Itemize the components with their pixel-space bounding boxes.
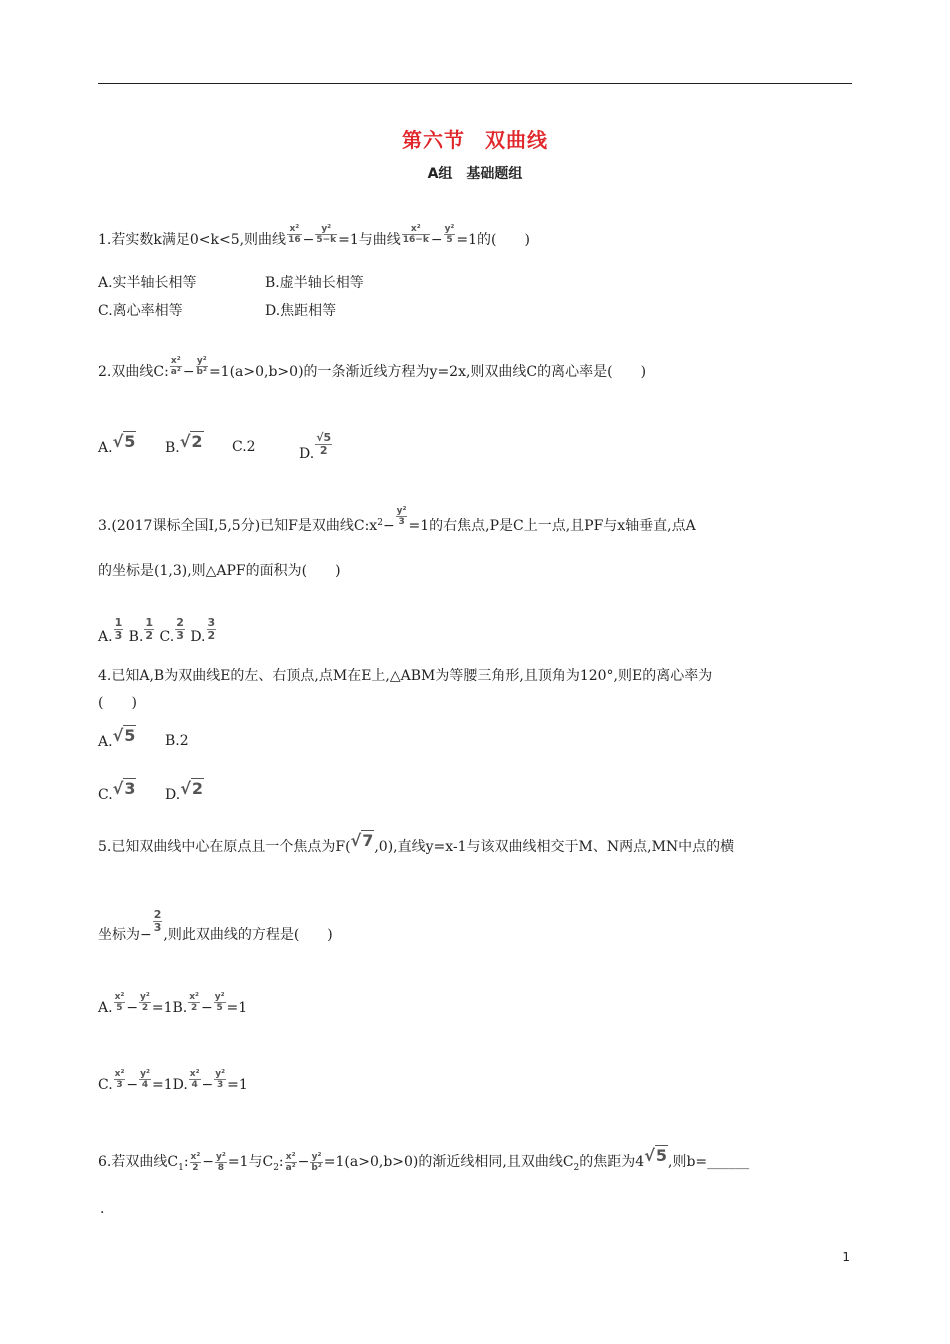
q1-option-c: C.离心率相等 (98, 303, 183, 319)
q3-post: =1的右焦点,P是C上一点,且PF与x轴垂直,点A (408, 518, 696, 534)
fraction-numerator: x² (190, 1151, 201, 1162)
q6-trailing-dot: . (100, 1201, 105, 1217)
sqrt-symbol: √3 (112, 779, 136, 798)
q1-frac-1 (287, 224, 302, 245)
fraction-denominator: 5 (216, 1003, 223, 1013)
fraction-denominator: a² (170, 367, 181, 377)
fraction-denominator: 16−k (402, 235, 429, 245)
sqrt-symbol: √5 (112, 726, 136, 745)
q2-frac-1 (170, 356, 182, 377)
fraction-denominator: 4 (191, 1080, 198, 1090)
q4-line-2: ( ) (98, 695, 137, 711)
fraction-numerator: x² (402, 224, 430, 235)
fraction-numerator: y² (315, 224, 337, 235)
q2-option-d: D. $\frac{√5}{2}$ (299, 431, 332, 462)
q5-d-frac-1 (189, 1069, 201, 1090)
q3-a-frac (114, 617, 124, 642)
question-1 (98, 224, 530, 249)
q2-minus: − (182, 364, 195, 380)
q6-sub-2: 2 (273, 1162, 279, 1173)
section-topic: 双曲线 (485, 128, 548, 152)
q5-line-2 (98, 908, 333, 944)
fraction-numerator: 3 (207, 616, 216, 629)
q3-c-frac (175, 617, 185, 642)
fraction-numerator: y² (396, 506, 407, 516)
fraction-numerator: 2 (153, 908, 162, 921)
q5-b-frac-1 (188, 992, 200, 1013)
fraction-denominator: 2 (192, 1162, 199, 1173)
q6-colon-2: : (278, 1154, 284, 1170)
fraction-numerator: y² (216, 1151, 226, 1162)
group-name: 基础题组 (466, 166, 523, 182)
fraction-denominator: 2 (190, 1003, 198, 1013)
q5-text: 5.已知双曲线中心在原点且一个焦点为F( (98, 839, 351, 855)
group-label: A组 (427, 166, 453, 182)
q1-frac-3 (402, 224, 430, 245)
q5-frac (153, 909, 163, 934)
fraction-denominator: 5 (116, 1003, 123, 1013)
question-6 (98, 1146, 750, 1177)
q6-colon: : (183, 1154, 189, 1170)
q6-frac-1 (190, 1152, 202, 1173)
sqrt-symbol: √2 (180, 779, 203, 798)
fraction-numerator: x² (189, 1069, 200, 1079)
fraction-numerator: x² (285, 1151, 296, 1162)
fraction-numerator: y² (140, 1069, 150, 1079)
q1-text: 1.若实数k满足0<k<5,则曲线 (98, 232, 287, 248)
q3-superscript: 2 (377, 518, 383, 528)
fraction-denominator: 2 (207, 629, 216, 642)
q5-l2-pre: 坐标为− (98, 927, 152, 943)
question-3 (98, 506, 696, 535)
q4-option-a: A.√5 (98, 726, 136, 750)
fraction-denominator: 5 (446, 235, 453, 245)
fraction-denominator: 2 (141, 1003, 149, 1013)
fraction-denominator: 16 (288, 235, 301, 245)
fraction-numerator: 1 (145, 616, 154, 629)
q5-a-frac-1 (114, 992, 126, 1013)
q6-post1: =1(a>0,b>0)的渐近线相同,且双曲线C (323, 1154, 574, 1170)
q3-line-2: 的坐标是(1,3),则△APF的面积为( ) (98, 563, 341, 579)
q5-b-frac-2 (214, 992, 226, 1013)
header-rule (98, 83, 852, 84)
fraction-denominator: 2 (145, 629, 154, 642)
q6-post3: ,则b= (668, 1154, 708, 1170)
q6-frac-4 (310, 1152, 322, 1173)
q6-text: 6.若双曲线C (98, 1154, 179, 1170)
fraction-denominator: 3 (114, 629, 123, 642)
sqrt-symbol: √5 (112, 432, 136, 451)
fraction-denominator: 3 (176, 629, 184, 642)
fraction-numerator: x² (114, 1069, 125, 1079)
fraction-denominator: 8 (217, 1162, 225, 1173)
q2-option-c: C.2 (232, 439, 256, 455)
fraction-denominator: 3 (153, 921, 162, 934)
fraction-numerator: y² (444, 224, 455, 234)
fraction-numerator: x² (114, 992, 125, 1002)
q5-c-frac-1 (114, 1069, 126, 1090)
fraction-denominator: b² (311, 1162, 322, 1173)
q1-minus-2: − (430, 232, 443, 248)
q4-option-d: D.√2 (165, 779, 203, 803)
fraction-numerator: y² (140, 992, 150, 1002)
q3-text: 3.(2017课标全国Ⅰ,5,5分)已知F是双曲线C:x (98, 518, 378, 534)
q6-sub-3: 2 (573, 1162, 580, 1173)
q5-options-cd: C. $\frac{\text{x²}}{3}$ − $\frac{\text{y²}}{4}$ =1D. $\frac{\text{x²}}{4}$ − $\frac{\text{y²}}{3}$ =1 (98, 1069, 248, 1093)
fraction-numerator: y² (214, 992, 225, 1002)
q6-post2: 的焦距为4 (579, 1154, 645, 1170)
q1-option-d: D.焦距相等 (265, 303, 337, 319)
group-heading (0, 163, 950, 183)
q3-minus: − (382, 518, 395, 534)
q5-c-frac-2 (139, 1069, 151, 1090)
fraction-numerator: x² (287, 224, 302, 235)
q1-frac-2 (315, 224, 337, 245)
fraction-numerator: x² (170, 356, 181, 366)
q4-option-c: C.√3 (98, 779, 136, 803)
q6-sub-1: 1 (178, 1162, 184, 1173)
fraction-denominator: 5−k (316, 235, 337, 245)
q2-frac-2 (196, 356, 208, 377)
fraction-denominator: b² (196, 367, 207, 377)
page-number: 1 (842, 1250, 850, 1264)
q1-mid: =1与曲线 (338, 232, 401, 248)
fraction-denominator: a² (285, 1162, 296, 1173)
q6-frac-3 (285, 1152, 297, 1173)
sqrt-symbol: √7 (350, 831, 374, 850)
fraction-denominator: 3 (217, 1080, 224, 1090)
q1-option-b: B.虚半轴长相等 (265, 275, 364, 291)
question-5 (98, 831, 735, 856)
q5-post: ,0),直线y=x-1与该双曲线相交于M、N两点,MN中点的横 (374, 839, 735, 855)
fraction-numerator: √5 (316, 431, 332, 444)
fraction-denominator: 3 (116, 1080, 123, 1090)
fraction-numerator: y² (196, 356, 207, 366)
q5-l2-post: ,则此双曲线的方程是( ) (163, 927, 333, 943)
sqrt-symbol: √2 (179, 432, 203, 451)
q6-frac-2 (215, 1152, 227, 1173)
fraction-denominator: 4 (141, 1080, 149, 1090)
q5-d-frac-2 (214, 1069, 226, 1090)
fraction-numerator: x² (189, 992, 199, 1002)
q1-frac-4 (444, 224, 456, 245)
q1-minus: − (302, 232, 315, 248)
q1-post: =1的( ) (456, 232, 530, 248)
sqrt-symbol: √5 (644, 1146, 668, 1165)
q3-d-frac (207, 617, 217, 642)
q6-mid: =1与C (227, 1154, 274, 1170)
q3-options: A. $\frac{1}{3}$ B. $\frac{1}{2}$ C. $\frac{2}{3}$ D. $\frac{3}{2}$ (98, 616, 216, 645)
answer-blank[interactable]: ______ (707, 1154, 750, 1170)
q6-minus-2: − (297, 1154, 310, 1170)
q2-post: =1(a>0,b>0)的一条渐近线方程为y=2x,则双曲线C的离心率是( ) (208, 364, 647, 380)
fraction-numerator: 2 (176, 616, 184, 629)
q3-frac (396, 506, 408, 527)
q6-minus: − (202, 1154, 215, 1170)
fraction-numerator: y² (311, 1151, 322, 1162)
q1-option-a: A.实半轴长相等 (98, 275, 197, 291)
q4-option-b: B.2 (165, 733, 189, 749)
q2-option-a: A.√5 (98, 432, 136, 456)
question-4: 4.已知A,B为双曲线E的左、右顶点,点M在E上,△ABM为等腰三角形,且顶角为120°,则E的离心率为 (98, 668, 713, 684)
fraction-numerator: 1 (114, 616, 123, 629)
q5-options-ab: A. $\frac{\text{x²}}{5}$ − $\frac{\text{y²}}{2}$ =1B. $\frac{\text{x²}}{2}$ − $\frac{\text{y²}}{5}$ =1 (98, 992, 248, 1016)
question-2 (98, 356, 647, 381)
fraction-denominator: 2 (319, 444, 328, 457)
q2-option-b: B.√2 (165, 432, 203, 456)
q2-text: 2.双曲线C: (98, 364, 169, 380)
q3-b-frac (144, 617, 154, 642)
section-number: 第六节 (402, 128, 465, 152)
q2-d-frac (315, 432, 332, 457)
q5-a-frac-2 (139, 992, 151, 1013)
section-title (0, 124, 950, 153)
fraction-denominator: 3 (398, 517, 405, 527)
fraction-numerator: y² (215, 1069, 226, 1079)
